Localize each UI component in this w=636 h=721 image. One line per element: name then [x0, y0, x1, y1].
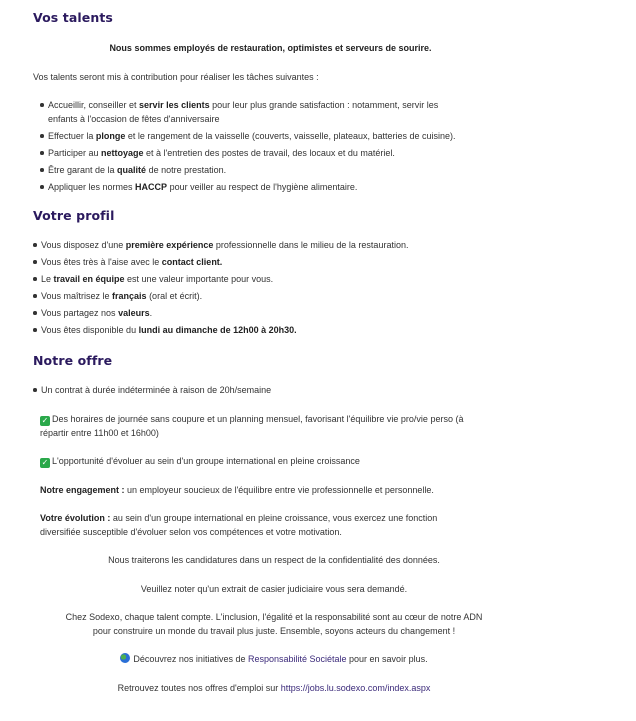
rse-link[interactable]: Responsabilité Sociétale: [247, 654, 347, 664]
talents-list: [48, 98, 508, 194]
confidentialite-note: Nous traiterons les candidatures dans un respect de la confidentialité des données.: [108, 555, 440, 565]
section-heading-offre: Notre offre: [33, 353, 113, 368]
list-item: Vous disposez d'une première expérience professionnelle dans le milieu de la restauration.: [41, 238, 511, 252]
sodexo-statement: Chez Sodexo, chaque talent compte. L'inclusion, l'égalité et la responsabilité sont au cœur de notre ADN pour construire un monde du travail plus juste. Ensemble, soyons acteurs du changement !: [65, 612, 483, 636]
list-item: Vous partagez nos valeurs.: [41, 306, 511, 320]
check-mark-icon: ✓: [41, 458, 49, 467]
casier-note: Veuillez noter qu'un extrait de casier judiciaire vous sera demandé.: [140, 584, 408, 594]
list-item: Effectuer la plonge et le rangement de la vaisselle (couverts, vaisselle, plateaux, batteries de cuisine).: [48, 129, 508, 143]
list-item: Être garant de la qualité de notre prestation.: [48, 163, 508, 177]
globe-icon: [120, 653, 130, 663]
list-item: Le travail en équipe est une valeur importante pour vous.: [41, 272, 511, 286]
list-item: Appliquer les normes HACCP pour veiller au respect de l'hygiène alimentaire.: [48, 180, 508, 194]
list-item: Un contrat à durée indéterminée à raison de 20h/semaine: [41, 383, 511, 397]
list-item: Accueillir, conseiller et servir les clients pour leur plus grande satisfaction : notamment, servir les enfants à l'occasion de fêtes d'anniversaire: [48, 98, 508, 126]
section-heading-talents: Vos talents: [33, 10, 113, 25]
offre-horaires: ✓ Des horaires de journée sans coupure et un planning mensuel, favorisant l'équilibre vie pro/vie perso (à répartir entre 11h00 et 16h00): [40, 414, 464, 438]
profil-list: [41, 238, 511, 337]
talents-intro: Nous sommes employés de restauration, optimistes et serveurs de sourire.: [109, 43, 432, 53]
list-item: Vous êtes disponible du lundi au dimanche de 12h00 à 20h30.: [41, 323, 511, 337]
offre-list: [41, 383, 511, 397]
offre-engagement: Notre engagement : un employeur soucieux de l'équilibre entre vie professionnelle et personnelle.: [40, 485, 434, 495]
check-mark-icon: ✓: [41, 416, 49, 425]
talents-lead: Vos talents seront mis à contribution pour réaliser les tâches suivantes :: [33, 72, 319, 82]
list-item: Vous êtes très à l'aise avec le contact client.: [41, 255, 511, 269]
rse-line: Découvrez nos initiatives de Responsabilité Sociétale pour en savoir plus.: [20, 652, 528, 666]
offres-line: Retrouvez toutes nos offres d'emploi sur https://jobs.lu.sodexo.com/index.aspx: [117, 683, 431, 693]
list-item: Participer au nettoyage et à l'entretien des postes de travail, des locaux et du matériel.: [48, 146, 508, 160]
offre-evolution: Votre évolution : au sein d'un groupe international en pleine croissance, vous exercez une fonction diversifiée susceptible d'évoluer selon vos compétences et votre motivation.: [40, 513, 438, 537]
jobs-link[interactable]: https://jobs.lu.sodexo.com/index.aspx: [280, 683, 431, 693]
offre-opportunite: ✓ L'opportunité d'évoluer au sein d'un groupe international en pleine croissance: [41, 456, 360, 467]
list-item: Vous maîtrisez le français (oral et écrit).: [41, 289, 511, 303]
section-heading-profil: Votre profil: [33, 208, 115, 223]
